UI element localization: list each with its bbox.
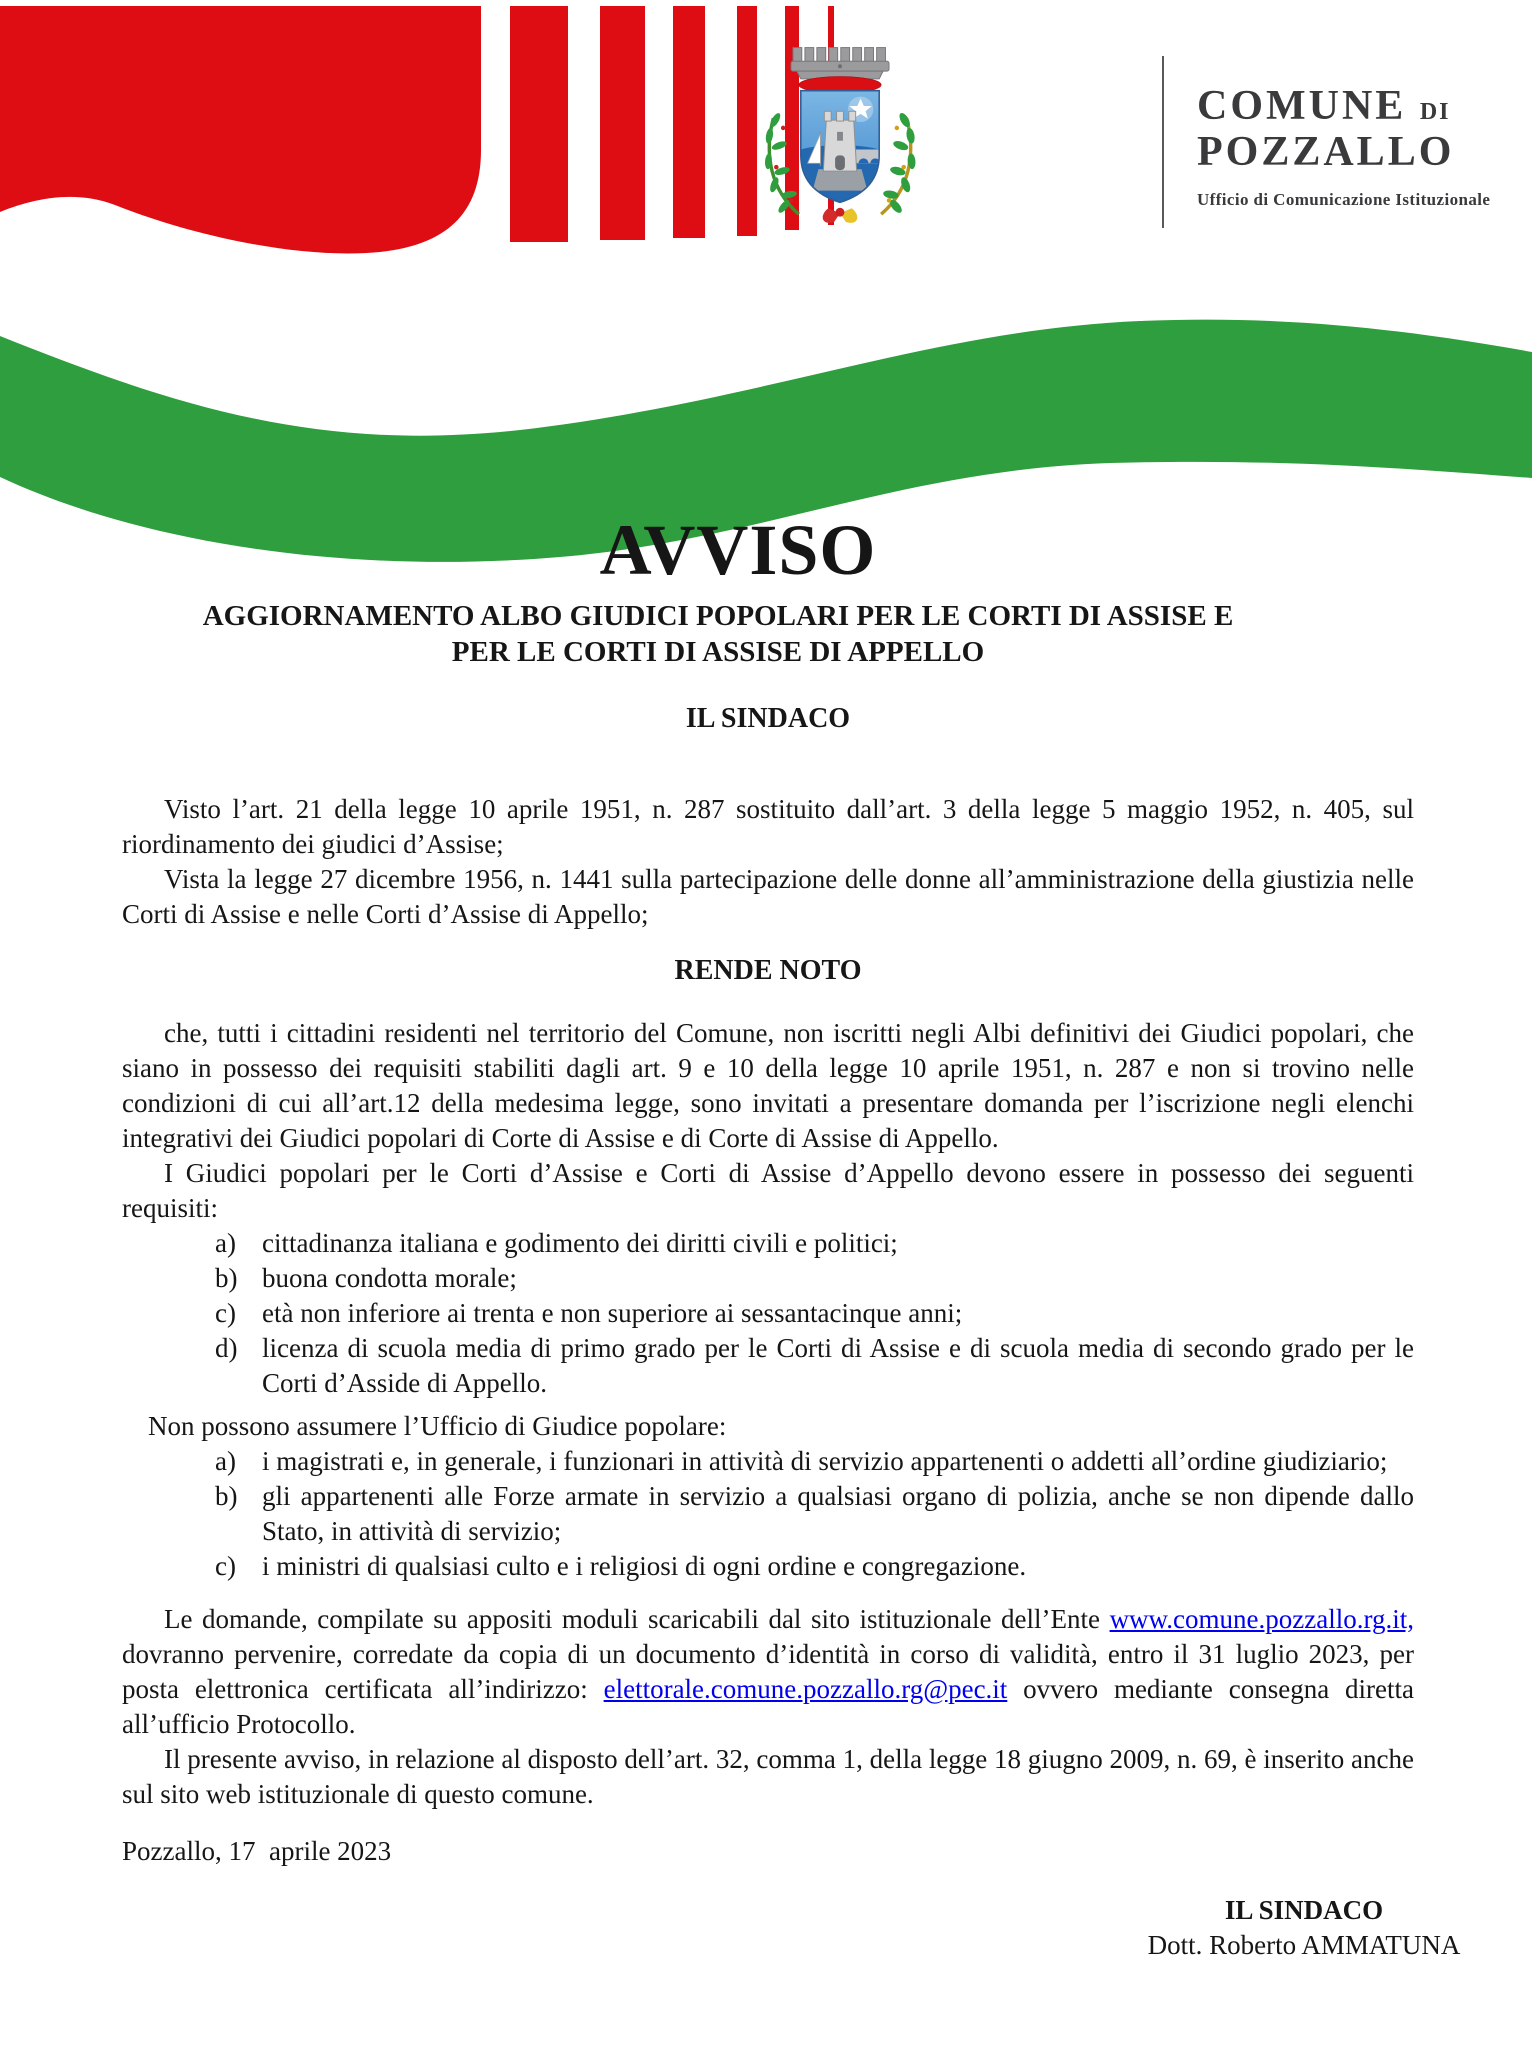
item-marker: c): [215, 1298, 236, 1328]
submission-text-2: dovranno pervenire, corredate da copia di un documento d’identità in corso di validità, entro il 31 luglio 2023, per posta elettronica certificata all’indirizzo:: [122, 1639, 1414, 1704]
item-marker: b): [215, 1481, 238, 1511]
requirement-item: [122, 1331, 1414, 1401]
submission-text-3: ovvero mediante consegna diretta all’ufficio Protocollo.: [122, 1674, 1414, 1739]
signature-role: IL SINDACO: [1224, 1895, 1384, 1925]
subtitle-line-2: PER LE CORTI DI ASSISE DI APPELLO: [451, 636, 985, 668]
item-marker: a): [215, 1228, 236, 1258]
exclusions-intro: Non possono assumere l’Ufficio di Giudice popolare:: [148, 1411, 727, 1441]
laurel-branch-icon: [764, 112, 798, 215]
requirements-list: [122, 1226, 1414, 1401]
website-link[interactable]: www.comune.pozzallo.rg.it,: [1109, 1604, 1414, 1634]
subtitle-line-1: AGGIORNAMENTO ALBO GIUDICI POPOLARI PER LE CORTI DI ASSISE E: [202, 600, 1234, 632]
publication-note: Il presente avviso, in relazione al disposto dell’art. 32, comma 1, della legge 18 giugno 2009, n. 69, è inserito anche sul sito web istituzionale di questo comune.: [122, 1744, 1414, 1809]
dateline: Pozzallo, 17 aprile 2023: [122, 1836, 392, 1866]
notice-content: [122, 505, 1461, 1963]
mural-crown-icon: [791, 48, 889, 79]
org-name-comune: COMUNE: [1197, 83, 1407, 129]
item-marker: c): [215, 1551, 236, 1581]
item-text: licenza di scuola media di primo grado per le Corti di Assise e di scuola media di secondo grado per le Corti d’Asside di Appello.: [262, 1333, 1414, 1398]
premise-paragraph-1: Visto l’art. 21 della legge 10 aprile 1951, n. 287 sostituito dall’art. 3 della legge 5 maggio 1952, n. 405, sul riordinamento dei giudici d’Assise;: [122, 794, 1414, 859]
exclusion-item: [122, 1479, 1414, 1549]
submission-paragraph: [122, 1602, 1414, 1742]
item-text: i ministri di qualsiasi culto e i religiosi di ogni ordine e congregazione.: [262, 1551, 1027, 1581]
premise-paragraph-2: Vista la legge 27 dicembre 1956, n. 1441 sulla partecipazione delle donne all’amministrazione della giustizia nelle Corti di Assise e nelle Corti d’Assise di Appello;: [122, 864, 1414, 929]
submission-text-1: Le domande, compilate su appositi moduli scaricabili dal sito istituzionale dell’Ente: [164, 1604, 1110, 1634]
ribbon-icon: [823, 208, 858, 223]
municipal-crest: [742, 22, 938, 228]
org-name-city: POZZALLO: [1197, 129, 1455, 175]
item-marker: b): [215, 1263, 238, 1293]
mayor-heading: IL SINDACO: [685, 703, 851, 734]
requirement-item: [122, 1296, 1414, 1331]
item-text: buona condotta morale;: [262, 1263, 517, 1293]
org-office: Ufficio di Comunicazione Istituzionale: [1197, 190, 1491, 209]
bridge-icon: [856, 150, 881, 164]
requirement-item: [122, 1261, 1414, 1296]
rende-noto-heading: RENDE NOTO: [674, 955, 862, 986]
oak-branch-icon: [881, 111, 916, 215]
requirement-item: [122, 1226, 1414, 1261]
item-text: i magistrati e, in generale, i funzionari in attività di servizio appartenenti o addetti all’ordine giudiziario;: [262, 1446, 1388, 1476]
notice-title: AVVISO: [599, 510, 877, 590]
red-flag-shape: [0, 6, 481, 254]
tower-icon: [823, 111, 856, 171]
body-paragraph-eligibility: che, tutti i cittadini residenti nel territorio del Comune, non iscritti negli Albi definitivi dei Giudici popolari, che siano in possesso dei requisiti stabiliti dagli art. 9 e 10 della legge 10 aprile 1951, n. 287 e non si trovino nelle condizioni di cui all’art.12 della medesima legge, sono invitati a presentare domanda per l’iscrizione negli elenchi integrativi dei Giudici popolari di Corte di Assise e di Corte di Assise di Appello.: [122, 1018, 1414, 1153]
exclusion-item: [122, 1549, 1414, 1584]
signature-name: Dott. Roberto AMMATUNA: [1147, 1930, 1461, 1960]
item-marker: a): [215, 1446, 236, 1476]
item-text: età non inferiore ai trenta e non superiore ai sessantacinque anni;: [262, 1298, 963, 1328]
exclusions-list: [122, 1444, 1414, 1584]
email-link[interactable]: elettorale.comune.pozzallo.rg@pec.it: [603, 1674, 1008, 1704]
item-text: cittadinanza italiana e godimento dei diritti civili e politici;: [262, 1228, 898, 1258]
notice-subtitle: [72, 598, 1364, 670]
signature-block: [1144, 1893, 1464, 1963]
org-name-di: DI: [1419, 99, 1451, 125]
item-marker: d): [215, 1333, 238, 1363]
item-text: gli appartenenti alle Forze armate in servizio a qualsiasi organo di polizia, anche se non dipende dallo Stato, in attività di servizio;: [262, 1481, 1414, 1546]
org-name: [1197, 83, 1455, 175]
body-paragraph-requirements-intro: I Giudici popolari per le Corti d’Assise e Corti di Assise d’Appello devono essere in possesso dei seguenti requisiti:: [122, 1158, 1414, 1223]
header-divider: [1162, 56, 1164, 228]
rock: [813, 169, 868, 191]
exclusion-item: [122, 1444, 1414, 1479]
